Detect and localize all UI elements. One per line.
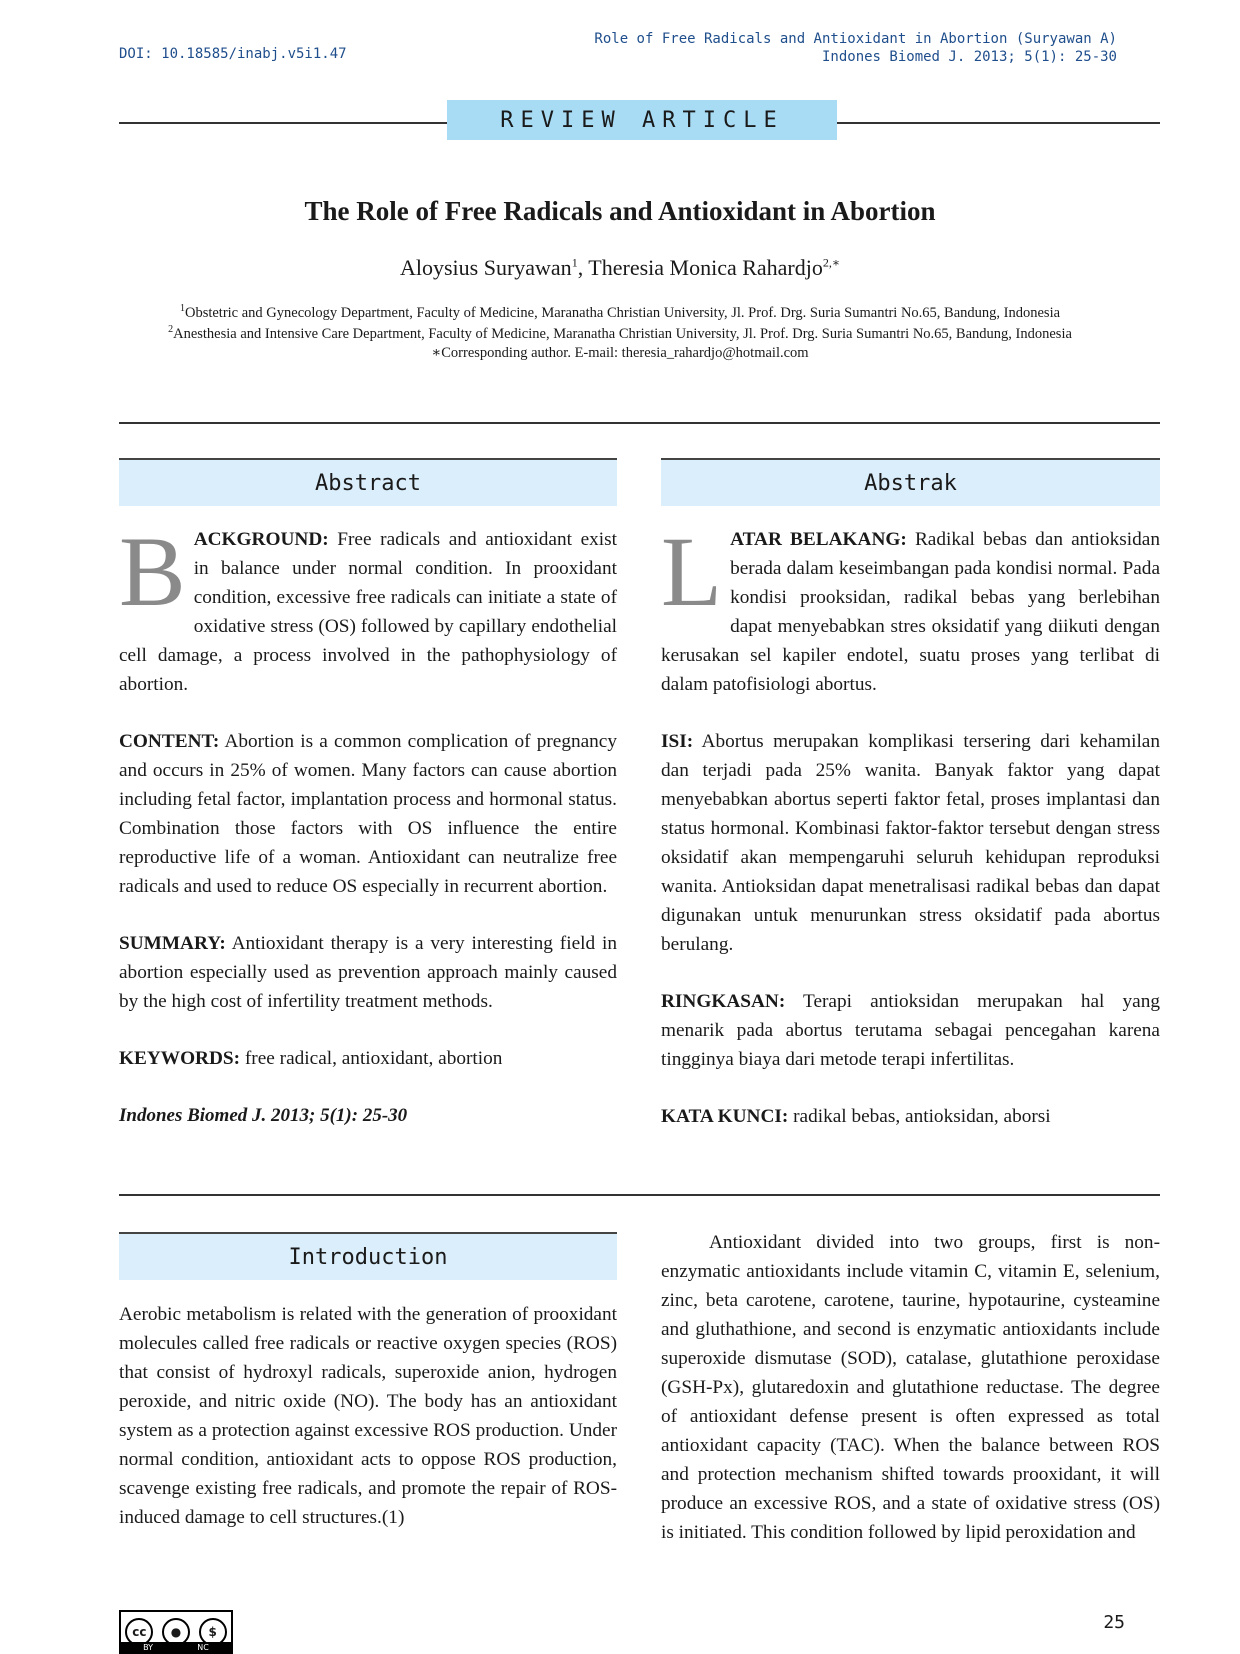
attribution-icon: ● [162, 1618, 190, 1646]
abstract-summary [119, 929, 617, 1016]
author-2: Theresia Monica Rahardjo [588, 255, 823, 280]
introduction-col-left [119, 1300, 617, 1560]
paper-title: The Role of Free Radicals and Antioxidant in Abortion [304, 196, 936, 226]
affiliation-1 [0, 303, 1240, 322]
isi-text: Abortus merupakan komplikasi tersering dari kehamilan dan terjadi pada 25% wanita. Banyak faktor yang dapat menyebabkan abortus seperti faktor fetal, proses implantasi dan status hormonal. Kombinasi faktor-faktor tersebut dengan stress oksidatif akan mempengaruhi seluruh kehidupan reproduksi wanita. Antioksidan dapat menetralisasi radikal bebas dan dapat digunakan untuk menurunkan stress oksidatif pada abortus berulang. [661, 731, 1160, 955]
noncommercial-icon: $ [199, 1618, 227, 1646]
running-header [594, 30, 1117, 66]
abstrak-kata-kunci [661, 1102, 1160, 1131]
keywords-label: KEYWORDS: [119, 1048, 241, 1069]
ringkasan-text: Terapi antioksidan merupakan hal yang menarik pada abortus terutama sebagai pencegahan karena tingginya biaya dari metode terapi infertilitas. [661, 991, 1160, 1070]
affiliation-2-sup: 2 [168, 324, 174, 335]
abstract-keywords [119, 1044, 617, 1073]
abstrak-ringkasan [661, 987, 1160, 1074]
cc-license-badge[interactable] [119, 1610, 233, 1654]
journal-ref: Indones Biomed J. 2013; 5(1): 25-30 [821, 49, 1117, 65]
running-title: Role of Free Radicals and Antioxidant in Abortion (Suryawan A) [594, 31, 1117, 47]
drop-cap-l: L [661, 516, 723, 627]
abstract-block-rule [119, 1194, 1160, 1196]
latar-belakang-text: Radikal bebas dan antioksidan berada dalam keseimbangan pada kondisi normal. Pada kondisi prooksidan, radikal bebas yang berlebihan dapat menyebabkan stres oksidatif yang diikuti dengan kerusakan sel kapiler endotel, suatu proses yang terlibat di dalam patofisiologi abortus. [661, 529, 1160, 695]
drop-cap-b: B [119, 516, 186, 627]
affiliation-1-text: Obstetric and Gynecology Department, Faculty of Medicine, Maranatha Christian University, Jl. Prof. Drg. Suria Sumantri No.65, Bandung, Indonesia [184, 304, 1061, 321]
affiliation-1-sup: 1 [179, 303, 185, 314]
affiliation-2 [0, 324, 1240, 343]
article-type-banner: REVIEW ARTICLE [447, 100, 837, 140]
kata-kunci-text: radikal bebas, antioksidan, aborsi [788, 1106, 1051, 1127]
doi-text: DOI: 10.18585/inabj.v5i1.47 [119, 46, 347, 62]
cc-icon: cc [125, 1618, 153, 1646]
license-nc: NC [197, 1642, 209, 1652]
author-1: Aloysius Suryawan [399, 255, 572, 280]
background-text: Free radicals and antioxidant exist in balance under normal condition. In prooxidant condition, excessive free radicals can initiate a state of oxidative stress (OS) followed by capillary endothelial cell damage, a process involved in the pathophysiology of abortion. [119, 529, 617, 695]
introduction-paragraph-2: Antioxidant divided into two groups, first is non-enzymatic antioxidants include vitamin C, vitamin E, selenium, zinc, beta carotene, carotene, taurine, hypotaurine, cysteamine and gluthathione, and second is enzymatic antioxidants include superoxide dismutase (SOD), catalase, glutathione peroxidase (GSH-Px), glutaredoxin and glutathione reductase. The degree of antioxidant defense present is often expressed as total antioxidant capacity (TAC). When the balance between ROS and protection mechanism shifted towards prooxidant, it will produce an excessive ROS, and a state of oxidative stress (OS) is initiated. This condition followed by lipid peroxidation and [661, 1232, 1160, 1543]
author-list [0, 255, 1240, 281]
title-block-rule [119, 422, 1160, 424]
cc-license-bar [121, 1642, 231, 1652]
ringkasan-label: RINGKASAN: [661, 991, 786, 1012]
content-label: CONTENT: [119, 731, 220, 752]
abstrak-heading: Abstrak [661, 458, 1160, 506]
isi-label: ISI: [661, 731, 694, 752]
abstract-content [119, 727, 617, 901]
keywords-text: free radical, antioxidant, abortion [240, 1048, 503, 1069]
summary-label: SUMMARY: [119, 933, 226, 954]
citation: Indones Biomed J. 2013; 5(1): 25-30 [119, 1105, 408, 1126]
background-label: ACKGROUND: [193, 529, 329, 550]
kata-kunci-label: KATA KUNCI: [661, 1106, 789, 1127]
abstrak-body [661, 516, 1160, 1159]
introduction-col-right [661, 1228, 1160, 1576]
abstract-body [119, 516, 617, 1158]
latar-belakang-label: ATAR BELAKANG: [730, 529, 907, 550]
introduction-heading: Introduction [119, 1232, 617, 1280]
corresponding-author [0, 345, 1240, 362]
content-text: Abortion is a common complication of pregnancy and occurs in 25% of women. Many factors can cause abortion including fetal factor, implantation process and hormonal status. Combination those factors with OS influence the entire reproductive life of a woman. Antioxidant can neutralize free radicals and used to reduce OS especially in recurrent abortion. [119, 731, 617, 897]
author-2-sup: 2,∗ [822, 255, 841, 270]
abstrak-isi [661, 727, 1160, 959]
license-by: BY [143, 1642, 154, 1652]
abstract-heading: Abstract [119, 458, 617, 506]
corr-mark: ∗ [431, 345, 442, 361]
affiliation-2-text: Anesthesia and Intensive Care Department, Faculty of Medicine, Maranatha Christian University, Jl. Prof. Drg. Suria Sumantri No.65, Bandung, Indonesia [173, 325, 1072, 342]
banner-rule-left [119, 122, 447, 124]
banner-rule-right [837, 122, 1160, 124]
corresponding-author-text: Corresponding author. E-mail: theresia_rahardjo@hotmail.com [441, 345, 809, 361]
page-number: 25 [1103, 1612, 1125, 1633]
abstrak-latar-belakang [661, 516, 1160, 699]
abstract-background [119, 516, 617, 699]
summary-text: Antioxidant therapy is a very interesting field in abortion especially used as prevention approach mainly caused by the high cost of infertility treatment methods. [119, 933, 617, 1012]
introduction-paragraph-1: Aerobic metabolism is related with the generation of prooxidant molecules called free radicals or reactive oxygen species (ROS) that consist of hydroxyl radicals, superoxide anion, hydrogen peroxide, and nitric oxide (NO). The body has an antioxidant system as a protection against excessive ROS production. Under normal condition, antioxidant acts to oppose ROS production, scavenge existing free radicals, and promote the repair of ROS-induced damage to cell structures.(1) [119, 1304, 617, 1528]
author-separator: , [577, 255, 589, 280]
author-1-sup: 1 [571, 255, 578, 270]
